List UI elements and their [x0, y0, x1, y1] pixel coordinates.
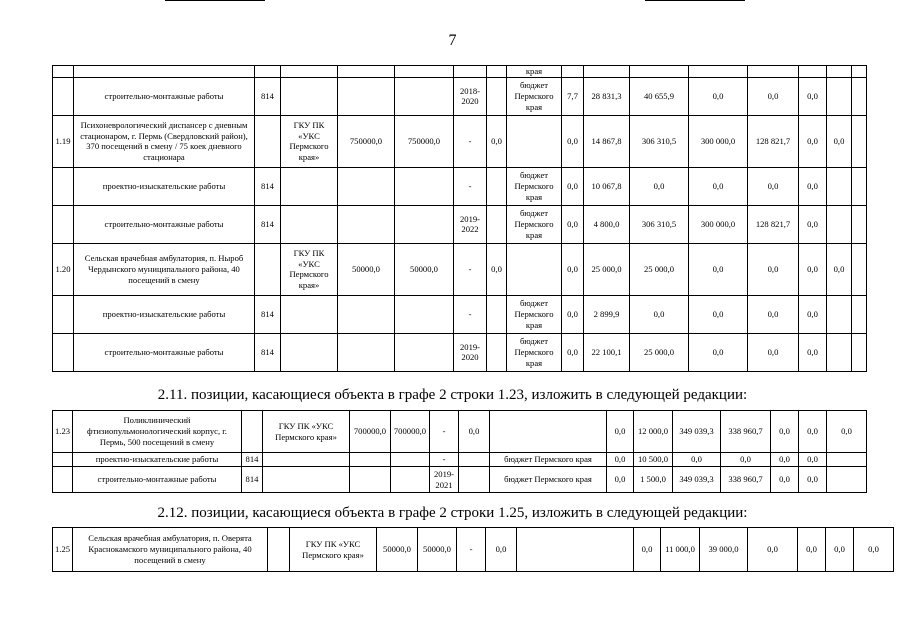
- table-cell: 2019-2022: [454, 205, 487, 243]
- table-cell: 50000,0: [418, 528, 457, 572]
- table-cell: 0,0: [799, 115, 827, 167]
- table-cell: 0,0: [689, 295, 748, 333]
- table-cell: [395, 66, 454, 78]
- table-cell: проектно-изыскательские работы: [74, 295, 255, 333]
- table-cell: проектно-изыскательские работы: [74, 167, 255, 205]
- table-cell: [255, 243, 281, 295]
- table-cell: [350, 467, 391, 493]
- table-cell: 0,0: [562, 243, 584, 295]
- table-cell: -: [430, 411, 459, 453]
- table-cell: 2018-2020: [454, 77, 487, 115]
- table-cell: [281, 205, 338, 243]
- table-cell: 300 000,0: [689, 115, 748, 167]
- table-row: [53, 295, 867, 333]
- table-cell: строительно-монтажные работы: [74, 205, 255, 243]
- table-cell: 814: [255, 77, 281, 115]
- table-cell: [852, 66, 867, 78]
- table-cell: 0,0: [771, 453, 799, 467]
- table-cell: 0,0: [607, 411, 634, 453]
- table-cell: [487, 66, 507, 78]
- table-cell: [487, 295, 507, 333]
- table-cell: [827, 167, 852, 205]
- table-cell: 338 960,7: [721, 467, 771, 493]
- table-cell: ГКУ ПК «УКС Пермского края»: [281, 243, 338, 295]
- table-objects-1-19-1-20: [52, 65, 867, 372]
- table-cell: 0,0: [799, 205, 827, 243]
- table-cell: [338, 77, 395, 115]
- table-cell: 0,0: [748, 167, 799, 205]
- table-cell: 0,0: [799, 467, 827, 493]
- table-cell: [395, 295, 454, 333]
- table-cell: [748, 66, 799, 78]
- table-cell: 40 655,9: [630, 77, 689, 115]
- table-cell: 50000,0: [377, 528, 418, 572]
- table-cell: [852, 77, 867, 115]
- table-cell: 12 000,0: [634, 411, 673, 453]
- table-cell: [53, 453, 73, 467]
- table-cell: [852, 115, 867, 167]
- table-cell: 22 100,1: [584, 333, 630, 371]
- table-cell: Психоневрологический диспансер с дневным стационаром, г. Пермь (Свердловский район), 370 посещений в смену / 75 коек дневного стационара: [74, 115, 255, 167]
- table-cell: [74, 66, 255, 78]
- table-cell: -: [454, 243, 487, 295]
- table-cell: строительно-монтажные работы: [74, 77, 255, 115]
- table-cell: -: [457, 528, 486, 572]
- table-cell: [395, 167, 454, 205]
- table-cell: 1.23: [53, 411, 73, 453]
- table-cell: [517, 528, 634, 572]
- table-cell: 814: [255, 333, 281, 371]
- table-cell: 0,0: [607, 467, 634, 493]
- table-cell: 0,0: [689, 333, 748, 371]
- table-cell: 0,0: [799, 411, 827, 453]
- table-cell: [350, 453, 391, 467]
- table-cell: 0,0: [562, 333, 584, 371]
- table-cell: 0,0: [799, 243, 827, 295]
- table-cell: [53, 467, 73, 493]
- table-cell: края: [507, 66, 562, 78]
- table-cell: 25 000,0: [584, 243, 630, 295]
- table-row: [53, 167, 867, 205]
- table-cell: 0,0: [562, 205, 584, 243]
- table-cell: 0,0: [799, 453, 827, 467]
- table-cell: [827, 66, 852, 78]
- table-cell: строительно-монтажные работы: [74, 333, 255, 371]
- table-cell: 814: [255, 167, 281, 205]
- table-cell: [391, 467, 430, 493]
- table-cell: [454, 66, 487, 78]
- table-cell: [281, 295, 338, 333]
- table-cell: [852, 205, 867, 243]
- top-rule-right: [645, 0, 745, 1]
- table-cell: 0,0: [630, 295, 689, 333]
- table-row: [53, 243, 867, 295]
- table-cell: [487, 77, 507, 115]
- table-cell: [852, 295, 867, 333]
- table-cell: ГКУ ПК «УКС Пермского края»: [263, 411, 350, 453]
- table-cell: 0,0: [748, 333, 799, 371]
- table-cell: [852, 243, 867, 295]
- table-cell: [338, 295, 395, 333]
- table-cell: 0,0: [634, 528, 661, 572]
- table-cell: [255, 115, 281, 167]
- table-cell: 814: [242, 453, 263, 467]
- table-cell: 0,0: [487, 115, 507, 167]
- table-cell: 0,0: [607, 453, 634, 467]
- table-cell: [281, 167, 338, 205]
- table-cell: 4 800,0: [584, 205, 630, 243]
- table-cell: 0,0: [562, 167, 584, 205]
- table-cell: [827, 453, 867, 467]
- table-cell: 2019-2021: [430, 467, 459, 493]
- table-cell: бюджет Пермского края: [507, 295, 562, 333]
- table-cell: [53, 167, 74, 205]
- table-row: [53, 77, 867, 115]
- table-cell: 0,0: [771, 467, 799, 493]
- table-cell: 0,0: [771, 411, 799, 453]
- table-cell: строительно-монтажные работы: [73, 467, 242, 493]
- table-cell: 0,0: [689, 167, 748, 205]
- table-cell: 0,0: [487, 243, 507, 295]
- table-cell: 0,0: [748, 77, 799, 115]
- table-cell: бюджет Пермского края: [507, 205, 562, 243]
- table-cell: [799, 66, 827, 78]
- table-cell: 1 500,0: [634, 467, 673, 493]
- table-cell: 0,0: [562, 115, 584, 167]
- table-cell: 349 039,3: [673, 467, 721, 493]
- table-cell: [852, 167, 867, 205]
- table-cell: [338, 333, 395, 371]
- table-cell: 10 500,0: [634, 453, 673, 467]
- table-cell: [562, 66, 584, 78]
- top-rule-left: [165, 0, 265, 1]
- table-row: [53, 115, 867, 167]
- table-cell: 128 821,7: [748, 115, 799, 167]
- table-cell: 1.25: [53, 528, 73, 572]
- table-cell: 300 000,0: [689, 205, 748, 243]
- table-cell: [827, 295, 852, 333]
- table-cell: [827, 333, 852, 371]
- table-cell: [53, 205, 74, 243]
- table-cell: проектно-изыскательские работы: [73, 453, 242, 467]
- table-cell: 0,0: [673, 453, 721, 467]
- table-cell: [338, 167, 395, 205]
- table-cell: 338 960,7: [721, 411, 771, 453]
- table-cell: бюджет Пермского края: [507, 167, 562, 205]
- table-row: [53, 467, 867, 493]
- table-cell: 0,0: [799, 333, 827, 371]
- table-cell: 25 000,0: [630, 333, 689, 371]
- table-row: [53, 66, 867, 78]
- table-cell: ГКУ ПК «УКС Пермского края»: [290, 528, 377, 572]
- table-cell: 0,0: [689, 77, 748, 115]
- table-cell: [242, 411, 263, 453]
- table-cell: 349 039,3: [673, 411, 721, 453]
- table-cell: бюджет Пермского края: [490, 453, 607, 467]
- table-cell: 1.19: [53, 115, 74, 167]
- table-cell: [391, 453, 430, 467]
- table-cell: 0,0: [748, 243, 799, 295]
- table-cell: 750000,0: [395, 115, 454, 167]
- table-cell: 0,0: [827, 411, 867, 453]
- table-cell: [338, 205, 395, 243]
- table-cell: Поликлинический фтизиопульмонологический корпус, г. Пермь, 500 посещений в смену: [73, 411, 242, 453]
- table-cell: 0,0: [827, 243, 852, 295]
- table-cell: 0,0: [748, 295, 799, 333]
- table-cell: -: [454, 167, 487, 205]
- table-cell: 0,0: [486, 528, 517, 572]
- table-cell: бюджет Пермского края: [490, 467, 607, 493]
- section-heading-2-11: 2.11. позиции, касающиеся объекта в графе 2 строки 1.23, изложить в следующей редакции:: [157, 387, 748, 403]
- table-cell: 814: [255, 295, 281, 333]
- table-cell: 0,0: [799, 295, 827, 333]
- table-cell: [53, 333, 74, 371]
- table-cell: 25 000,0: [630, 243, 689, 295]
- table-row: [53, 333, 867, 371]
- table-cell: 0,0: [798, 528, 826, 572]
- table-row: [53, 411, 867, 453]
- table-object-1-25: [52, 527, 894, 572]
- table-cell: 28 831,3: [584, 77, 630, 115]
- section-heading-2-12: 2.12. позиции, касающиеся объекта в графе 2 строки 1.25, изложить в следующей редакции:: [157, 505, 748, 521]
- table-cell: [281, 66, 338, 78]
- table-cell: [487, 333, 507, 371]
- table-cell: 0,0: [721, 453, 771, 467]
- table-cell: [827, 205, 852, 243]
- table-cell: 0,0: [459, 411, 490, 453]
- table-cell: 11 000,0: [661, 528, 700, 572]
- table-cell: [630, 66, 689, 78]
- table-cell: 814: [242, 467, 263, 493]
- table-cell: [53, 66, 74, 78]
- table-cell: -: [454, 115, 487, 167]
- table-cell: 0,0: [799, 167, 827, 205]
- table-cell: Сельская врачебная амбулатория, п. Ныроб Чердынского муниципального района, 40 посещений в смену: [74, 243, 255, 295]
- table-cell: 128 821,7: [748, 205, 799, 243]
- table-cell: [263, 453, 350, 467]
- table-cell: Сельская врачебная амбулатория, п. Оверята Краснокамского муниципального района, 40 посещений в смену: [73, 528, 268, 572]
- table-cell: [395, 333, 454, 371]
- table-cell: 306 310,5: [630, 205, 689, 243]
- table-cell: [53, 295, 74, 333]
- table-cell: 2019-2020: [454, 333, 487, 371]
- table-cell: 39 000,0: [700, 528, 748, 572]
- table-object-1-23: [52, 410, 867, 493]
- table-cell: -: [430, 453, 459, 467]
- table-cell: [281, 333, 338, 371]
- table-cell: бюджет Пермского края: [507, 333, 562, 371]
- table-cell: [487, 205, 507, 243]
- table-cell: [459, 453, 490, 467]
- table-cell: 50000,0: [395, 243, 454, 295]
- table-cell: 10 067,8: [584, 167, 630, 205]
- table-cell: 0,0: [562, 295, 584, 333]
- table-cell: [263, 467, 350, 493]
- table-cell: [255, 66, 281, 78]
- table-cell: -: [454, 295, 487, 333]
- table-cell: [268, 528, 290, 572]
- table-cell: [827, 77, 852, 115]
- table-cell: [490, 411, 607, 453]
- table-cell: [395, 205, 454, 243]
- table-cell: 0,0: [630, 167, 689, 205]
- table-cell: [338, 66, 395, 78]
- table-cell: 700000,0: [350, 411, 391, 453]
- table-cell: 306 310,5: [630, 115, 689, 167]
- table-cell: 1.20: [53, 243, 74, 295]
- table-cell: [689, 66, 748, 78]
- table-cell: 0,0: [854, 528, 894, 572]
- table-cell: 0,0: [748, 528, 798, 572]
- table-cell: [487, 167, 507, 205]
- table-cell: 700000,0: [391, 411, 430, 453]
- table-cell: 50000,0: [338, 243, 395, 295]
- table-cell: 2 899,9: [584, 295, 630, 333]
- page-number: 7: [448, 32, 457, 49]
- table-cell: [459, 467, 490, 493]
- table-cell: 750000,0: [338, 115, 395, 167]
- table-cell: [281, 77, 338, 115]
- table-cell: 814: [255, 205, 281, 243]
- table-cell: [507, 115, 562, 167]
- table-cell: [827, 467, 867, 493]
- table-row: [53, 453, 867, 467]
- table-cell: [852, 333, 867, 371]
- table-row: [53, 205, 867, 243]
- table-cell: 7,7: [562, 77, 584, 115]
- table-cell: 0,0: [689, 243, 748, 295]
- table-cell: 0,0: [827, 115, 852, 167]
- table-cell: [53, 77, 74, 115]
- table-cell: [507, 243, 562, 295]
- table-cell: бюджет Пермского края: [507, 77, 562, 115]
- table-cell: 0,0: [799, 77, 827, 115]
- table-cell: 14 867,8: [584, 115, 630, 167]
- table-cell: ГКУ ПК «УКС Пермского края»: [281, 115, 338, 167]
- table-row: [53, 528, 894, 572]
- table-cell: [584, 66, 630, 78]
- table-cell: [395, 77, 454, 115]
- table-cell: 0,0: [826, 528, 854, 572]
